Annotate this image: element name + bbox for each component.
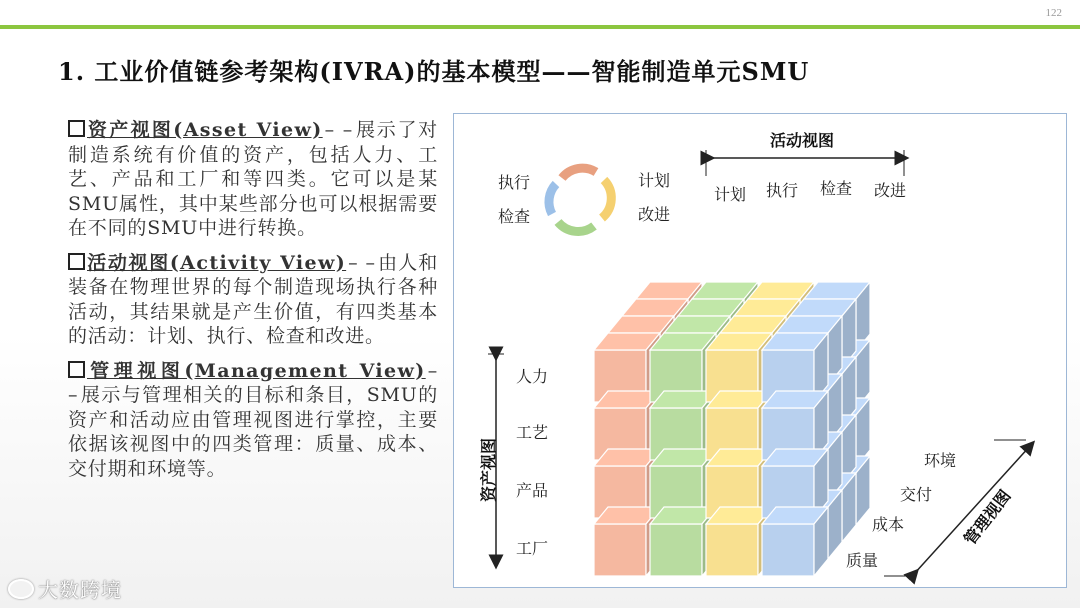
management-item-environment: 环境 xyxy=(924,451,957,470)
dash-separator: – – xyxy=(68,359,438,406)
cube-grid xyxy=(594,282,870,576)
text-column xyxy=(68,118,438,491)
cycle-label-plan: 计划 xyxy=(638,171,671,190)
asset-item-plant: 工厂 xyxy=(516,539,549,558)
asset-item-human: 人力 xyxy=(516,367,549,386)
body-management-view: 展示与管理相关的目标和条目，SMU的资产和活动应由管理视图进行掌控，主要依据该视图中的四类管理：质量、成本、交付期和环境等。 xyxy=(68,384,438,480)
activity-item-plan: 计划 xyxy=(714,185,747,204)
cube-face-front xyxy=(706,524,758,576)
body-activity-view: 由人和装备在物理世界的每个制造现场执行各种活动，其结果就是产生价值，有四类基本的活动：计划、执行、检查和改进。 xyxy=(68,251,438,347)
body-asset-view: 展示了对制造系统有价值的资产，包括人力、工艺、产品和工厂和等四类。它可以是某SMU属性，其中某些部分也可以根据需要在不同的SMU中进行转换。 xyxy=(68,119,438,239)
cube-face-front xyxy=(650,524,702,576)
page-number: 122 xyxy=(1045,7,1062,19)
cycle-label-improve: 改进 xyxy=(638,205,671,224)
top-accent-bar xyxy=(0,25,1080,29)
paragraph-activity-view xyxy=(68,251,438,349)
activity-item-execute: 执行 xyxy=(766,181,799,200)
pdca-cycle-icon xyxy=(549,168,611,231)
checkbox-bullet-icon xyxy=(68,253,85,270)
cycle-label-check: 检查 xyxy=(498,207,531,226)
cycle-label-execute: 执行 xyxy=(498,173,531,192)
cube-face-front xyxy=(762,524,814,576)
heading-activity-view: 活动视图(Activity View) xyxy=(87,251,347,274)
management-item-delivery: 交付 xyxy=(900,485,933,504)
asset-item-process: 工艺 xyxy=(516,423,549,442)
asset-view-title: 资产视图 xyxy=(479,437,498,502)
paragraph-management-view xyxy=(68,359,438,482)
checkbox-bullet-icon xyxy=(68,120,85,137)
watermark-text: 大数跨境 xyxy=(38,578,122,602)
activity-item-improve: 改进 xyxy=(874,181,907,200)
watermark-logo-icon xyxy=(8,579,34,599)
heading-asset-view: 资产视图(Asset View) xyxy=(87,119,323,141)
smu-cube-diagram xyxy=(453,113,1067,588)
dash-separator: – – xyxy=(348,251,376,274)
activity-view-title: 活动视图 xyxy=(770,131,835,150)
dash-separator: – – xyxy=(324,119,354,141)
management-item-quality: 质量 xyxy=(846,551,879,570)
checkbox-bullet-icon xyxy=(68,361,85,378)
asset-item-product: 产品 xyxy=(516,481,549,500)
watermark xyxy=(8,574,122,603)
activity-item-check: 检查 xyxy=(820,179,853,198)
cube-face-front xyxy=(594,524,646,576)
slide-title: 1. 工业价值链参考架构(IVRA)的基本模型——智能制造单元SMU xyxy=(58,57,810,86)
management-view-title: 管理视图 xyxy=(960,486,1015,549)
cube-diagram-svg xyxy=(454,114,1066,587)
heading-management-view: 管理视图(Management View) xyxy=(87,359,426,382)
paragraph-asset-view xyxy=(68,118,438,241)
management-item-cost: 成本 xyxy=(872,515,905,534)
